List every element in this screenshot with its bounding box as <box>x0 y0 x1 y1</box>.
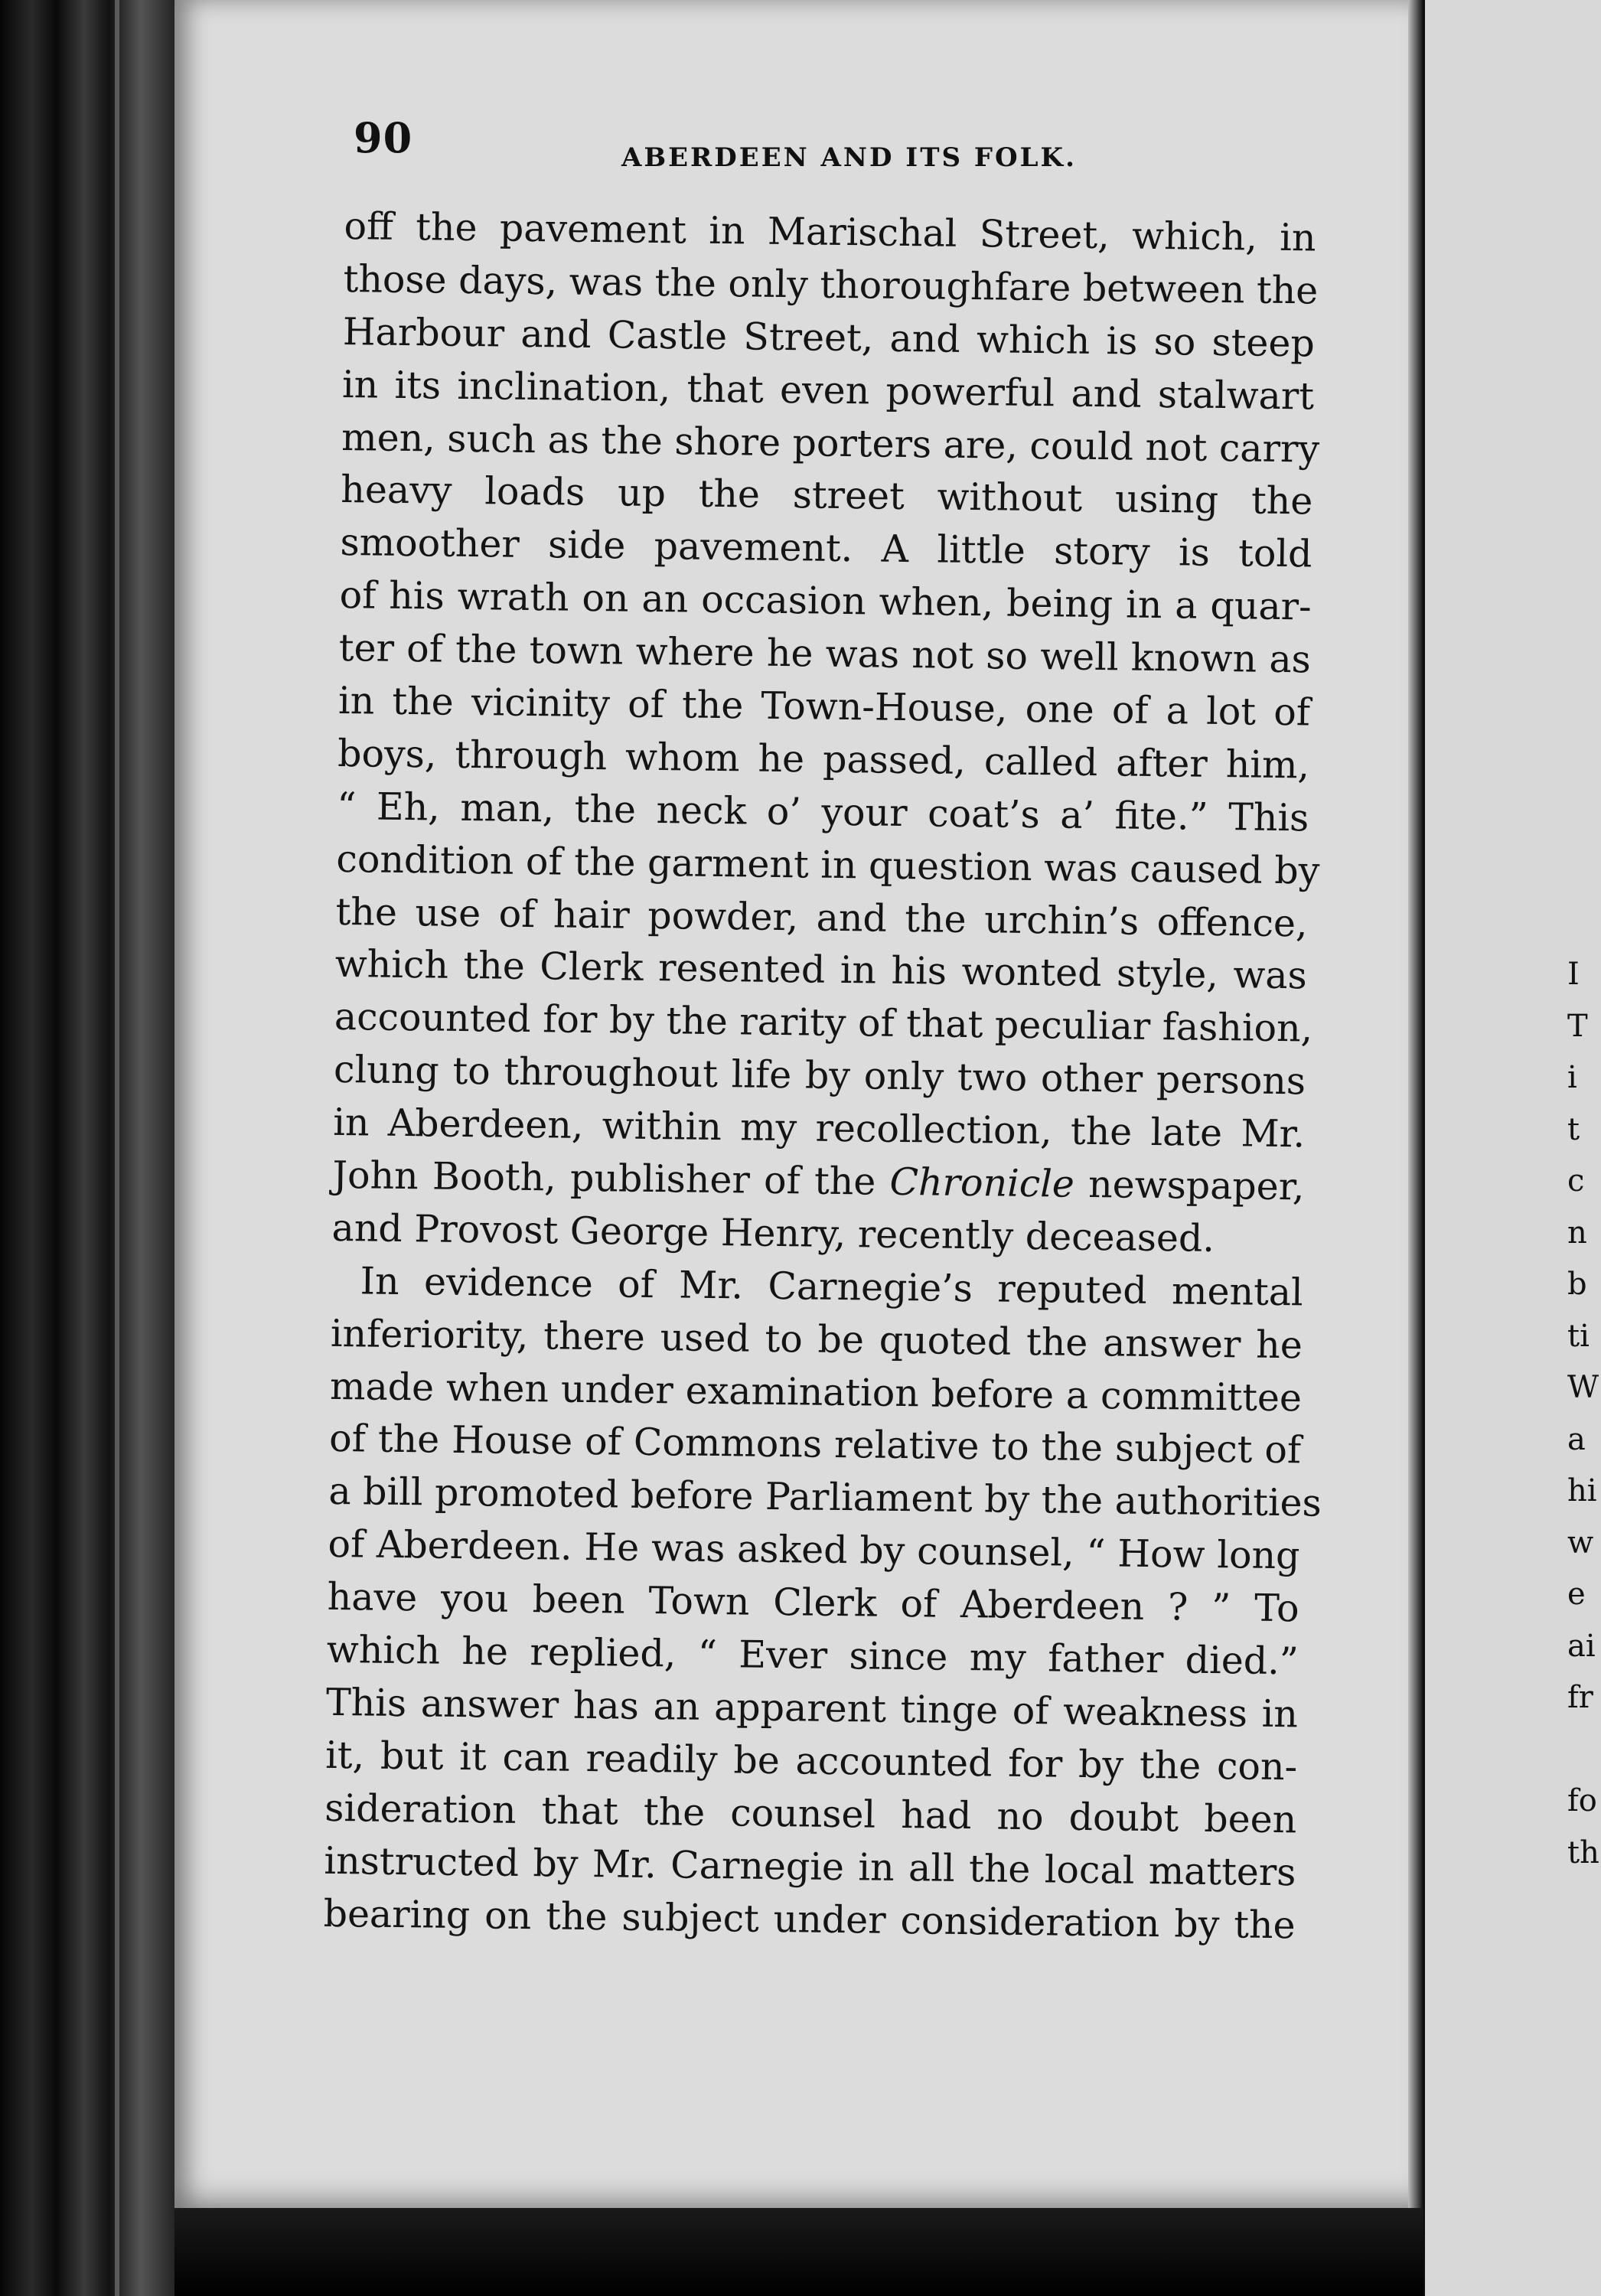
facing-fragment: ti <box>1567 1318 1590 1354</box>
book-spine <box>0 0 176 2296</box>
text-line: accounted for by the rarity of that peculiar fashion, <box>334 995 1313 1051</box>
text-line: have you been Town Clerk of Aberdeen ? ” To <box>327 1575 1299 1631</box>
facing-fragment: w <box>1567 1525 1594 1561</box>
page-number: 90 <box>354 113 413 162</box>
text-line: of Aberdeen. He was asked by counsel, “ How long <box>328 1522 1300 1578</box>
text-line: of his wrath on an occasion when, being in a quar- <box>339 573 1312 629</box>
text-line: men, such as the shore porters are, could not carry <box>341 415 1320 471</box>
page-gutter <box>1408 0 1423 2208</box>
facing-fragment: fr <box>1567 1680 1593 1715</box>
text-line: in Aberdeen, within my recollection, the late Mr. <box>332 1101 1306 1156</box>
text-line: heavy loads up the street without using the <box>341 468 1313 523</box>
text-line: of the House of Commons relative to the subject of <box>328 1417 1302 1473</box>
text-line: made when under examination before a committee <box>329 1364 1303 1420</box>
text-line: smoother side pavement. A little story is told <box>340 520 1312 576</box>
text-line-paragraph-start: In evidence of Mr. Carnegie’s reputed mental <box>360 1259 1304 1315</box>
text-line: bearing on the subject under consideration by the <box>323 1891 1296 1947</box>
facing-fragment: i <box>1567 1060 1577 1095</box>
facing-fragment: th <box>1567 1835 1599 1870</box>
running-head: ABERDEEN AND ITS FOLK. <box>621 142 1077 173</box>
facing-fragment <box>1567 1724 1601 1776</box>
facing-fragment: a <box>1567 1421 1586 1457</box>
text-line: condition of the garment in question was caused by <box>336 837 1320 893</box>
facing-fragment: I <box>1567 957 1580 992</box>
text-line: and Provost George Henry, recently deceased. <box>331 1205 1215 1261</box>
text-line: instructed by Mr. Carnegie in all the local matters <box>324 1838 1296 1894</box>
facing-fragment: n <box>1567 1215 1587 1251</box>
text-line: which the Clerk resented in his wonted style, was <box>334 942 1308 998</box>
text-line: in the vicinity of the Town-House, one of a lot of <box>337 678 1311 735</box>
newspaper-title: Chronicle <box>889 1159 1075 1206</box>
text-line: which he replied, “ Ever since my father died.” <box>326 1627 1299 1684</box>
text-line-start: John Booth, publisher of the <box>332 1153 876 1204</box>
page-header <box>354 113 1303 174</box>
text-line: boys, through whom he passed, called after him, <box>337 731 1310 788</box>
text-line: a bill promoted before Parliament by the authorities <box>328 1469 1322 1526</box>
text-line: the use of hair powder, and the urchin’s offence, <box>335 889 1308 946</box>
facing-fragment: t <box>1567 1111 1580 1147</box>
facing-fragment: hi <box>1567 1473 1597 1508</box>
text-line: Harbour and Castle Street, and which is so steep <box>342 309 1316 366</box>
facing-fragment: ai <box>1567 1628 1596 1664</box>
facing-fragment: b <box>1567 1267 1587 1302</box>
body-text <box>323 201 1322 1952</box>
text-line: in its inclination, that even powerful and stalwart <box>341 362 1315 419</box>
facing-fragment: T <box>1567 1008 1588 1044</box>
facing-fragment: c <box>1567 1163 1585 1199</box>
text-line: sideration that the counsel had no doubt been <box>324 1786 1297 1842</box>
text-line: inferiority, there used to be quoted the answer he <box>330 1311 1303 1368</box>
text-line: clung to throughout life by only two other persons <box>333 1048 1306 1104</box>
text-line: “ Eh, man, the neck o’ your coat’s a’ fite.” This <box>336 784 1309 840</box>
spine-edge <box>115 0 119 2296</box>
text-line: off the pavement in Marischal Street, which, in <box>344 204 1316 260</box>
facing-page-text <box>1567 949 1601 1879</box>
scan-bottom-edge <box>174 2208 1423 2296</box>
text-line: those days, was the only thoroughfare between the <box>343 256 1319 313</box>
facing-fragment: fo <box>1567 1783 1597 1818</box>
text-line-end: newspaper, <box>1074 1162 1305 1209</box>
text-line: it, but it can readily be accounted for by the con- <box>324 1733 1298 1789</box>
facing-fragment: e <box>1567 1577 1586 1612</box>
facing-fragment: W <box>1567 1370 1599 1405</box>
text-line: This answer has an apparent tinge of weakness in <box>325 1680 1299 1737</box>
text-line: ter of the town where he was not so well known as <box>338 626 1312 682</box>
